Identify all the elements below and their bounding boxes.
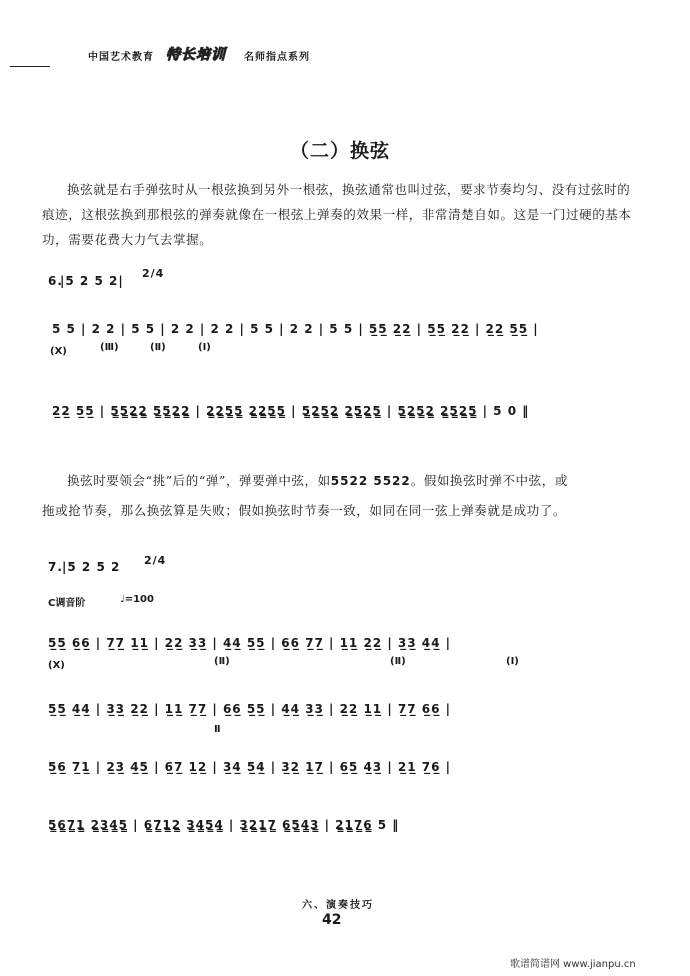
header-series-right: 名师指点系列 — [244, 52, 310, 63]
exercise7-line3: 5̲6̲ 7̲1̲ | 2̲3̲ 4̲5̲ | 6̲7̲ 1̲2̲ | 3̲4̲ 5̲4̲ | 3̲2̲ 1̲7̲ | 6̲5̲ 4̲3̲ | 2̲1̲ 7̲6̲ | — [48, 760, 452, 774]
exercise6-time-signature: 2/4 — [142, 267, 165, 280]
middle-paragraph-notes: 5522 5522 — [330, 474, 411, 488]
exercise7-line2: 5̲5̲ 4̲4̲ | 3̲3̲ 2̲2̲ | 1̲1̲ 7̲7̲ | 6̲6̲ 5̲5̲ | 4̲4̲ 3̲3̲ | 2̲2̲ 1̲1̲ | 7̲7̲ 6̲6̲ | — [48, 702, 452, 716]
section-title: （二）换弦 — [290, 140, 391, 162]
middle-paragraph-line1b: 。假如换弦时弹不中弦，或 — [410, 473, 568, 488]
header-series-left: 中国艺术教育 — [88, 52, 154, 63]
exercise7-string-label-3: (Ⅱ) — [390, 656, 406, 667]
exercise7-tempo: ♩=100 — [120, 594, 154, 605]
middle-paragraph-line1 — [42, 468, 568, 494]
middle-paragraph-line2: 拖或抢节奏，那么换弦算是失败；假如换弦时节奏一致，如同在同一弦上弹奏就是成功了。 — [42, 503, 567, 518]
watermark: 歌谱简谱网 www.jianpu.cn — [510, 959, 636, 970]
exercise7-string-label-2: (Ⅱ) — [214, 656, 230, 667]
exercise7-time-signature: 2/4 — [144, 554, 167, 567]
exercise6-line1: 5 5 | 2 2 | 5 5 | 2 2 | 2 2 | 5 5 | 2 2 | 5 5 | 5̲5̲ 2̲2̲ | 5̲5̲ 2̲2̲ | 2̲2̲ 5̲5̲ | — [52, 322, 539, 336]
exercise7-number: 7. — [48, 560, 63, 574]
exercise7-line1: 5̲5̲ 6̲6̲ | 7̲7̲ 1̲1̲ | 2̲2̲ 3̲3̲ | 4̲4̲ 5̲5̲ | 6̲6̲ 7̲7̲ | 1̲1̲ 2̲2̲ | 3̲3̲ 4̲4̲ | — [48, 636, 452, 650]
exercise6-string-label-3: (Ⅱ) — [150, 342, 166, 353]
exercise7-tuning: |5 2 5 2 — [62, 560, 121, 574]
exercise7-line2-string-label: Ⅱ — [214, 724, 221, 735]
exercise6-number: 6. — [48, 274, 63, 288]
exercise6-string-label-1: (Ⅹ) — [50, 346, 67, 357]
footer-page-number: 42 — [322, 912, 342, 928]
intro-paragraph: 换弦就是右手弹弦时从一根弦换到另外一根弦，换弦通常也叫过弦，要求节奏均匀、没有过弦时的痕迹，这根弦换到那根弦的弹奏就像在一根弦上弹奏的效果一样，非常清楚自如。这是一门过硬的基本功，需要花费大力气去掌握。 — [42, 182, 632, 247]
exercise7-string-label-4: (Ⅰ) — [506, 656, 519, 667]
middle-paragraph-line1a: 换弦时要领会“挑”后的“弹”，弹要弹中弦，如 — [67, 473, 331, 488]
header-series-brand: 特长培训 — [166, 47, 226, 63]
exercise7-key-label: C调音阶 — [48, 598, 86, 609]
exercise6-tuning: |5 2 5 2| — [60, 274, 124, 288]
footer-chapter: 六、演奏技巧 — [302, 900, 374, 911]
header-margin-line — [10, 66, 50, 67]
exercise7-line4: 5̳6̳7̳1̳ 2̳3̳4̳5̳ | 6̳7̳1̳2̳ 3̳4̳5̳4̳ | 3̳2̳1̳7̳ 6̳5̳4̳3̳ | 2̳1̳7̳6̳ 5 ‖ — [48, 818, 400, 832]
exercise6-line2: 2̲2̲ 5̲5̲ | 5̳5̳2̳2̳ 5̳5̳2̳2̳ | 2̳2̳5̳5̳ 2̳2̳5̳5̳ | 5̳2̳5̳2̳ 2̳5̳2̳5̳ | 5̳2̳5̳2̳ 2̳5̳2̳5̳ | 5 0 ‖ — [52, 404, 530, 418]
exercise7-string-label-1: (Ⅹ) — [48, 660, 65, 671]
exercise6-string-label-2: (Ⅲ) — [100, 342, 119, 353]
exercise6-string-label-4: (Ⅰ) — [198, 342, 211, 353]
